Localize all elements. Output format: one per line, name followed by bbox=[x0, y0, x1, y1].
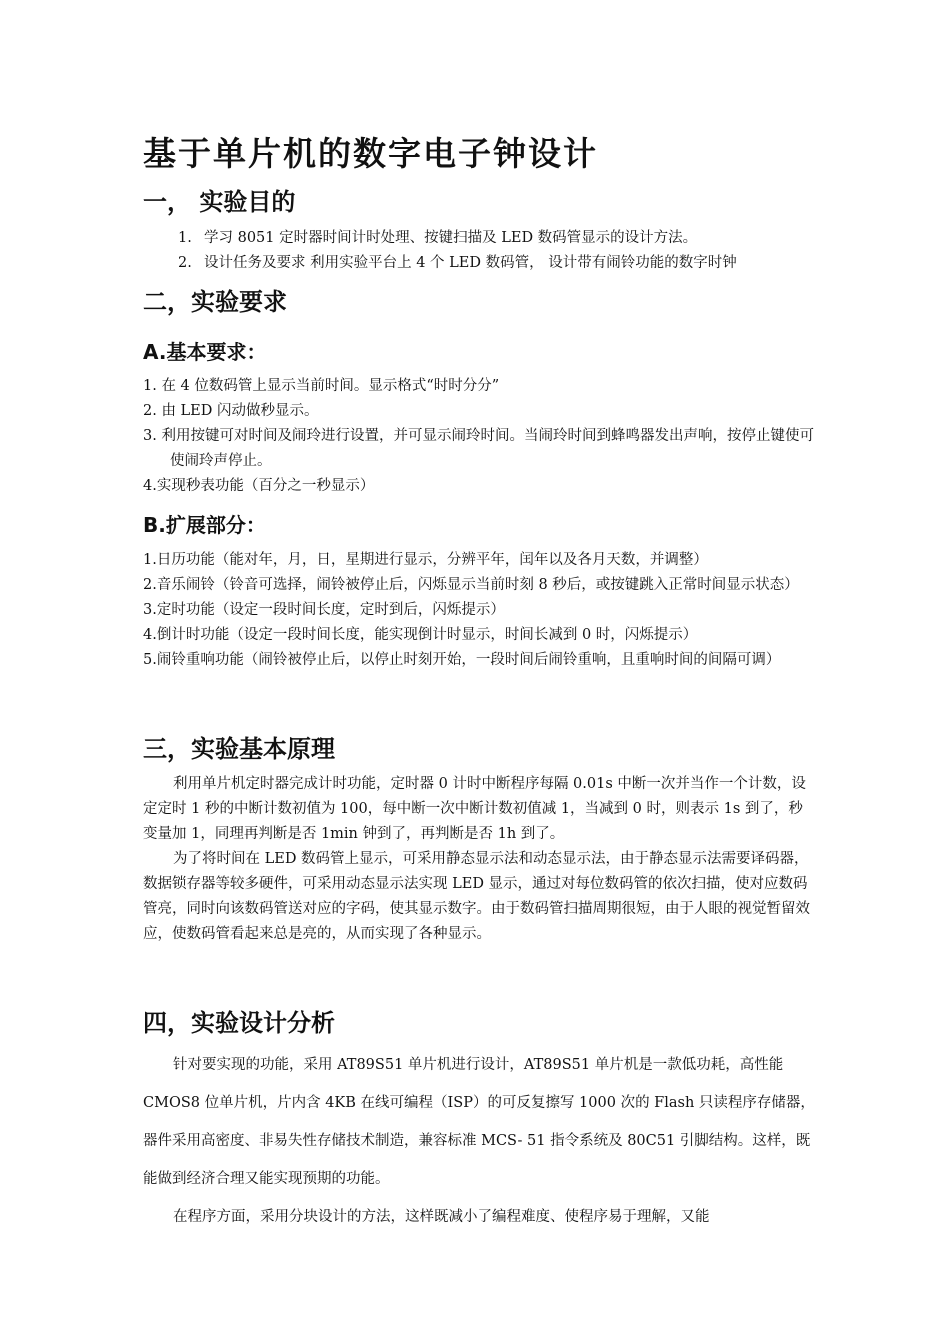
extensions-list bbox=[143, 548, 815, 673]
paragraph: 为了将时间在 LED 数码管上显示，可采用静态显示法和动态显示法，由于静态显示法需要译码器，数据锁存器等较多硬件，可采用动态显示法实现 LED 显示，通过对每位数码管的依次扫描，使对应数码管亮，同时向该数码管送对应的字码，使其显示数字。由于数码管扫描周期很短，由于人眼的视觉暂留效应，使数码管看起来总是亮的，从而实现了各种显示。 bbox=[143, 851, 810, 942]
subheading-basic-requirements: A.基本要求： bbox=[143, 340, 267, 364]
list-item: 4.实现秒表功能（百分之一秒显示） bbox=[143, 478, 375, 494]
section-heading-principle: 三，实验基本原理 bbox=[143, 735, 335, 763]
paragraph: 在程序方面，采用分块设计的方法，这样既减小了编程难度、使程序易于理解，又能 bbox=[173, 1209, 710, 1225]
list-item-text: 学习 8051 定时器时间计时处理、按键扫描及 LED 数码管显示的设计方法。 bbox=[204, 230, 698, 246]
list-item: 2.音乐闹铃（铃音可选择，闹铃被停止后，闪烁显示当前时刻 8 秒后，或按键跳入正常时间显示状态） bbox=[143, 577, 799, 593]
principle-body bbox=[143, 772, 815, 947]
paragraph: 针对要实现的功能，采用 AT89S51 单片机进行设计，AT89S51 单片机是一款低功耗，高性能 CMOS8 位单片机，片内含 4KB 在线可编程（ISP）的可反复擦写 1000 次的 Flash 只读程序存储器，器件采用高密度、非易失性存储技术制造，兼容标准 MCS- 51 指令系统及 80C51 引脚结构。这样，既能做到经济合理又能实现预期的功能。 bbox=[143, 1057, 815, 1187]
list-item bbox=[178, 251, 818, 275]
subheading-extensions: B.扩展部分： bbox=[143, 513, 266, 537]
list-item: 2. 由 LED 闪动做秒显示。 bbox=[143, 403, 319, 419]
list-item: 1.日历功能（能对年，月，日，星期进行显示，分辨平年，闰年以及各月天数，并调整） bbox=[143, 552, 708, 568]
list-item bbox=[178, 226, 818, 250]
list-item-text: 设计任务及要求 利用实验平台上 4 个 LED 数码管， 设计带有闹铃功能的数字时钟 bbox=[204, 255, 737, 271]
list-item: 4.倒计时功能（设定一段时间长度，能实现倒计时显示，时间长减到 0 时，闪烁提示） bbox=[143, 627, 698, 643]
design-analysis-body bbox=[143, 1046, 815, 1236]
list-item-number: 2. bbox=[178, 255, 192, 271]
basic-requirements-list bbox=[143, 374, 815, 499]
list-item: 3.定时功能（设定一段时间长度，定时到后，闪烁提示） bbox=[143, 602, 505, 618]
paragraph: 利用单片机定时器完成计时功能，定时器 0 计时中断程序每隔 0.01s 中断一次并当作一个计数，设定定时 1 秒的中断计数初值为 100，每中断一次中断计数初值减 1，当减到 0 时，则表示 1s 到了，秒变量加 1，同理再判断是否 1min 钟到了，再判断是否 1h 到了。 bbox=[143, 776, 806, 842]
section-heading-design-analysis: 四，实验设计分析 bbox=[143, 1009, 335, 1037]
section-heading-purpose: 一， 实验目的 bbox=[143, 188, 296, 216]
list-item: 5.闹铃重响功能（闹铃被停止后，以停止时刻开始，一段时间后闹铃重响，且重响时间的间隔可调） bbox=[143, 652, 781, 668]
list-item: 3. 利用按键可对时间及闹玲进行设置，并可显示闹玲时间。当闹玲时间到蜂鸣器发出声响，按停止键使可使闹玲声停止。 bbox=[143, 428, 814, 469]
list-item: 1. 在 4 位数码管上显示当前时间。显示格式“时时分分” bbox=[143, 378, 500, 394]
section-heading-requirements: 二，实验要求 bbox=[143, 288, 287, 316]
list-item-number: 1. bbox=[178, 230, 192, 246]
document-title: 基于单片机的数字电子钟设计 bbox=[143, 134, 598, 173]
